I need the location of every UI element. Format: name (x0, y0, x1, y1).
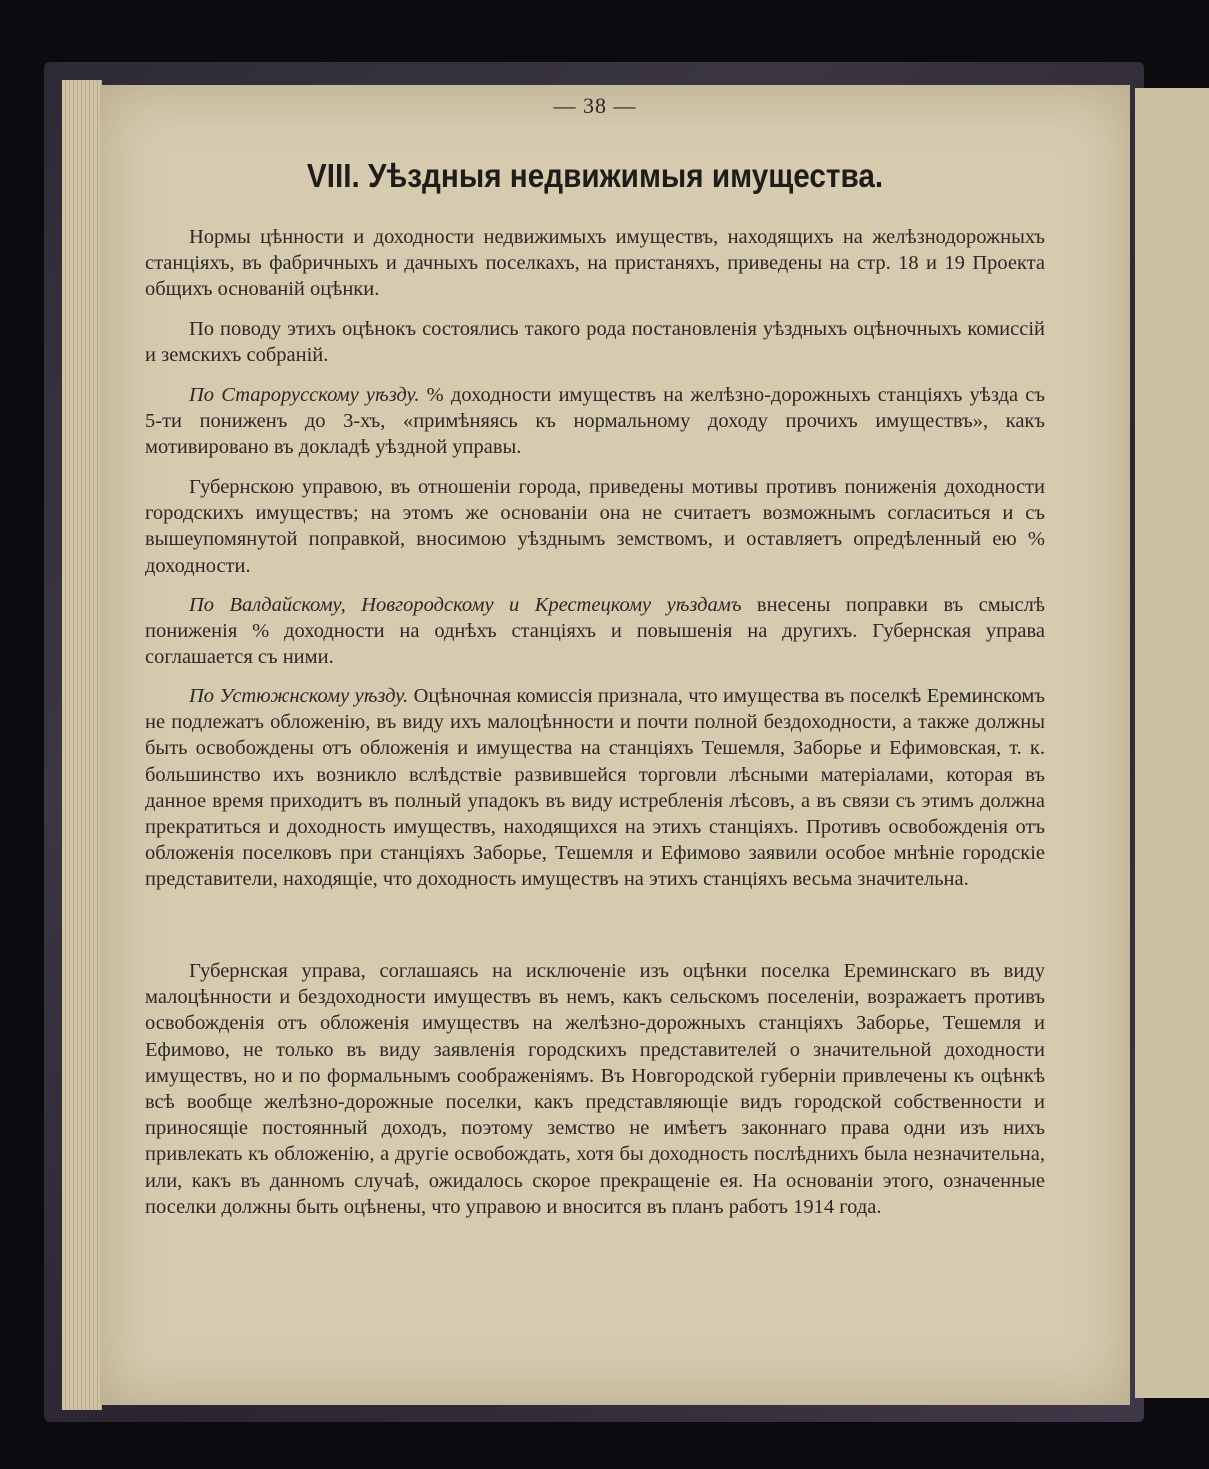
paragraph (145, 382, 1045, 461)
paragraph-text: % доходности имуществъ на желѣзно-дорожныхъ станціяхъ уѣзда съ 5-ти пониженъ до 3-хъ, «примѣняясь къ нормальному доходу прочихъ имуществъ», какъ мотивировано въ докладѣ уѣздной управы. (145, 384, 1046, 459)
page-edges (62, 80, 102, 1410)
paragraph-lead: По Валдайскому, Новгородскому и Крестецкому уѣздамъ (189, 594, 742, 616)
paragraph-text: Губернская управа, соглашаясь на исключеніе изъ оцѣнки поселка Ереминскаго въ виду малоцѣнности и бездоходности имуществъ въ немъ, какъ сельскомъ поселеніи, возражаетъ противъ освобожденія отъ обложенія имуществъ на желѣзно-дорожныхъ станціяхъ Заборье, Тешемля и Ефимово, не только въ виду заявленія городскихъ представителей о значительной доходности имуществъ, но и по формальнымъ соображеніямъ. Въ Новгородской губерніи привлечены къ оцѣнкѣ всѣ вообще желѣзно-дорожные поселки, какъ представляющіе видъ городской собственности и приносящіе постоянный доходъ, поэтому земство не имѣетъ законнаго права одни изъ нихъ привлекать къ обложенію, а другіе освобождать, хотя бы доходность послѣднихъ была незначительна, или, какъ въ данномъ случаѣ, ожидалось скорое прекращеніе ея. На основаніи этого, означенные поселки должны быть оцѣнены, что управою и вносится въ планъ работъ 1914 года. (145, 960, 1045, 1218)
paragraph (145, 683, 1045, 893)
paragraph-text: Оцѣночная комиссія признала, что имущества въ поселкѣ Ереминскомъ не подлежатъ обложенію, въ виду ихъ малоцѣнности и почти полной бездоходности, а также должны быть освобождены отъ обложенія и имущества на станціяхъ Тешемля, Заборье и Ефимовская, т. к. большинство ихъ возникло вслѣдствіе развившейся торговли лѣсными матеріалами, которая въ данное время приходитъ въ полный упадокъ въ виду истребленія лѣсовъ, а въ связи съ этимъ должна прекратиться и доходность имуществъ, находящихся на этихъ станціяхъ. Противъ освобожденія отъ обложенія поселковъ при станціяхъ Заборье, Тешемля и Ефимово заявили особое мнѣніе городскіе представители, находящіе, что доходность имуществъ на этихъ станціяхъ весьма значительна. (145, 685, 1045, 891)
paragraph (145, 958, 1045, 1220)
paragraph-text: Губернскою управою, въ отношеніи города, приведены мотивы противъ пониженія доходности городскихъ имуществъ; на этомъ же основаніи она не считаетъ возможнымъ согласиться и съ вышеупомянутой поправкой, вносимою уѣзднымъ земствомъ, и оставляетъ опредѣленный ею % доходности. (145, 476, 1045, 577)
paragraph (145, 224, 1045, 303)
page-number: — 38 — (553, 93, 637, 118)
paragraph (145, 316, 1045, 368)
book-page (100, 85, 1130, 1405)
paragraph (145, 474, 1045, 579)
chapter-title: VIII. Уѣздныя недвижимыя имущества. (306, 157, 884, 194)
paragraph-text: По поводу этихъ оцѣнокъ состоялись такого рода постановленія уѣздныхъ оцѣночныхъ комиссій и земскихъ собраній. (145, 318, 1045, 367)
paragraph-lead: По Старорусскому уѣзду. (189, 384, 420, 406)
paragraph-text: Нормы цѣнности и доходности недвижимыхъ имуществъ, находящихъ на желѣзнодорожныхъ станціяхъ, въ фабричныхъ и дачныхъ поселкахъ, на пристаняхъ, приведены на стр. 18 и 19 Проекта общихъ основаній оцѣнки. (145, 226, 1045, 301)
paragraph (145, 592, 1045, 671)
paragraph-lead: По Устюжнскому уѣзду. (189, 685, 409, 707)
paragraph-text: внесены поправки въ смыслѣ пониженія % доходности на однѣхъ станціяхъ и повышенія на другихъ. Губернская управа соглашается съ ними. (145, 594, 1045, 669)
facing-page (1135, 88, 1209, 1398)
